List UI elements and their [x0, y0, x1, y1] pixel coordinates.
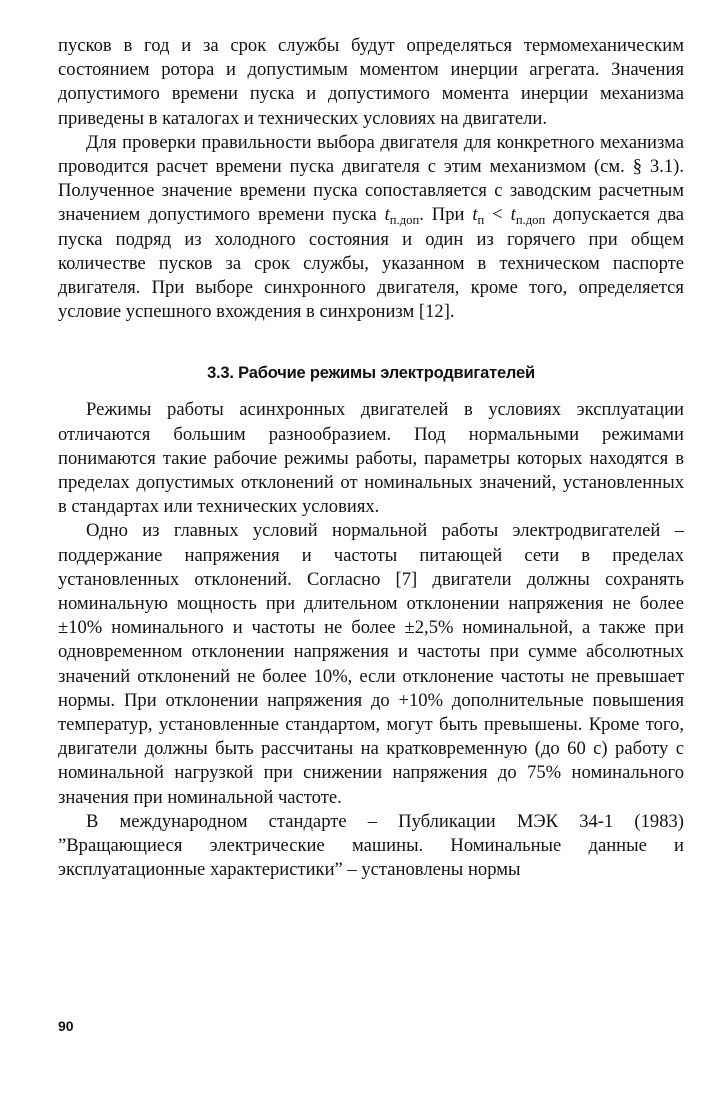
- var-t: t: [510, 204, 516, 226]
- page-number: 90: [58, 1018, 74, 1034]
- paragraph-5: В международном стандарте – Публикации МЭК 34-1 (1983) ”Вращающиеся электрические машины. Номинальные данные и эксплуатационные характеристики” – установлены нормы: [58, 810, 684, 881]
- paragraph-2-text-d: допускается два пуска подряд из холодного состояния и один из горячего при общем количестве пусков за срок службы, указанном в техническом паспорте двигателя. При выборе синхронного двигателя, кроме того, определяется условие успешного вхождения в синхронизм [12].: [58, 204, 684, 323]
- less-than-sign: <: [484, 204, 511, 226]
- page-body: [58, 34, 684, 883]
- subscript-p-dop: п.доп: [515, 213, 546, 228]
- paragraph-2-text-b: . При: [419, 204, 473, 226]
- paragraph-1: пусков в год и за срок службы будут определяться термомеханическим состоянием ротора и допустимым моментом инерции агрегата. Значения допустимого времени пуска и допустимого момента инерции механизма приведены в каталогах и технических условиях на двигатели.: [58, 35, 684, 129]
- paragraph-2: [58, 131, 684, 325]
- var-t: t: [384, 204, 390, 226]
- paragraph-4: Одно из главных условий нормальной работы электродвигателей – поддержание напряжения и частоты питающей сети в пределах установленных отклонений. Согласно [7] двигатели должны сохранять номинальную мощность при длительном отклонении напряжения не более ±10% номинального и частоты не более ±2,5% номинальной, а также при одновременном отклонении напряжения и частоты при сумме абсолютных значений отклонений не более 10%, если отклонение частоты не превышает нормы. При отклонении напряжения до +10% дополнительные повышения температур, установленные стандартом, могут быть превышены. Кроме того, двигатели должны быть рассчитаны на кратковременную (до 60 с) работу с номинальной нагрузкой при снижении напряжения до 75% номинального значения при номинальной частоте.: [58, 520, 684, 808]
- subscript-p-dop: п.доп: [389, 213, 420, 228]
- section-heading: 3.3. Рабочие режимы электродвигателей: [207, 364, 535, 383]
- paragraph-3: Режимы работы асинхронных двигателей в условиях эксплуатации отличаются большим разнообразием. Под нормальными режимами понимаются такие рабочие режимы работы, параметры которых находятся в пределах допустимых отклонений от номинальных значений, установленных в стандартах или технических условиях.: [58, 399, 684, 518]
- paragraph-2-text-a: Для проверки правильности выбора двигателя для конкретного механизма проводится расчет времени пуска двигателя с этим механизмом (см. § 3.1). Полученное значение времени пуска сопоставляется с заводским расчетным значением допустимого времени пуска: [58, 131, 684, 226]
- subscript-p: п: [477, 213, 485, 228]
- var-t: t: [472, 204, 478, 226]
